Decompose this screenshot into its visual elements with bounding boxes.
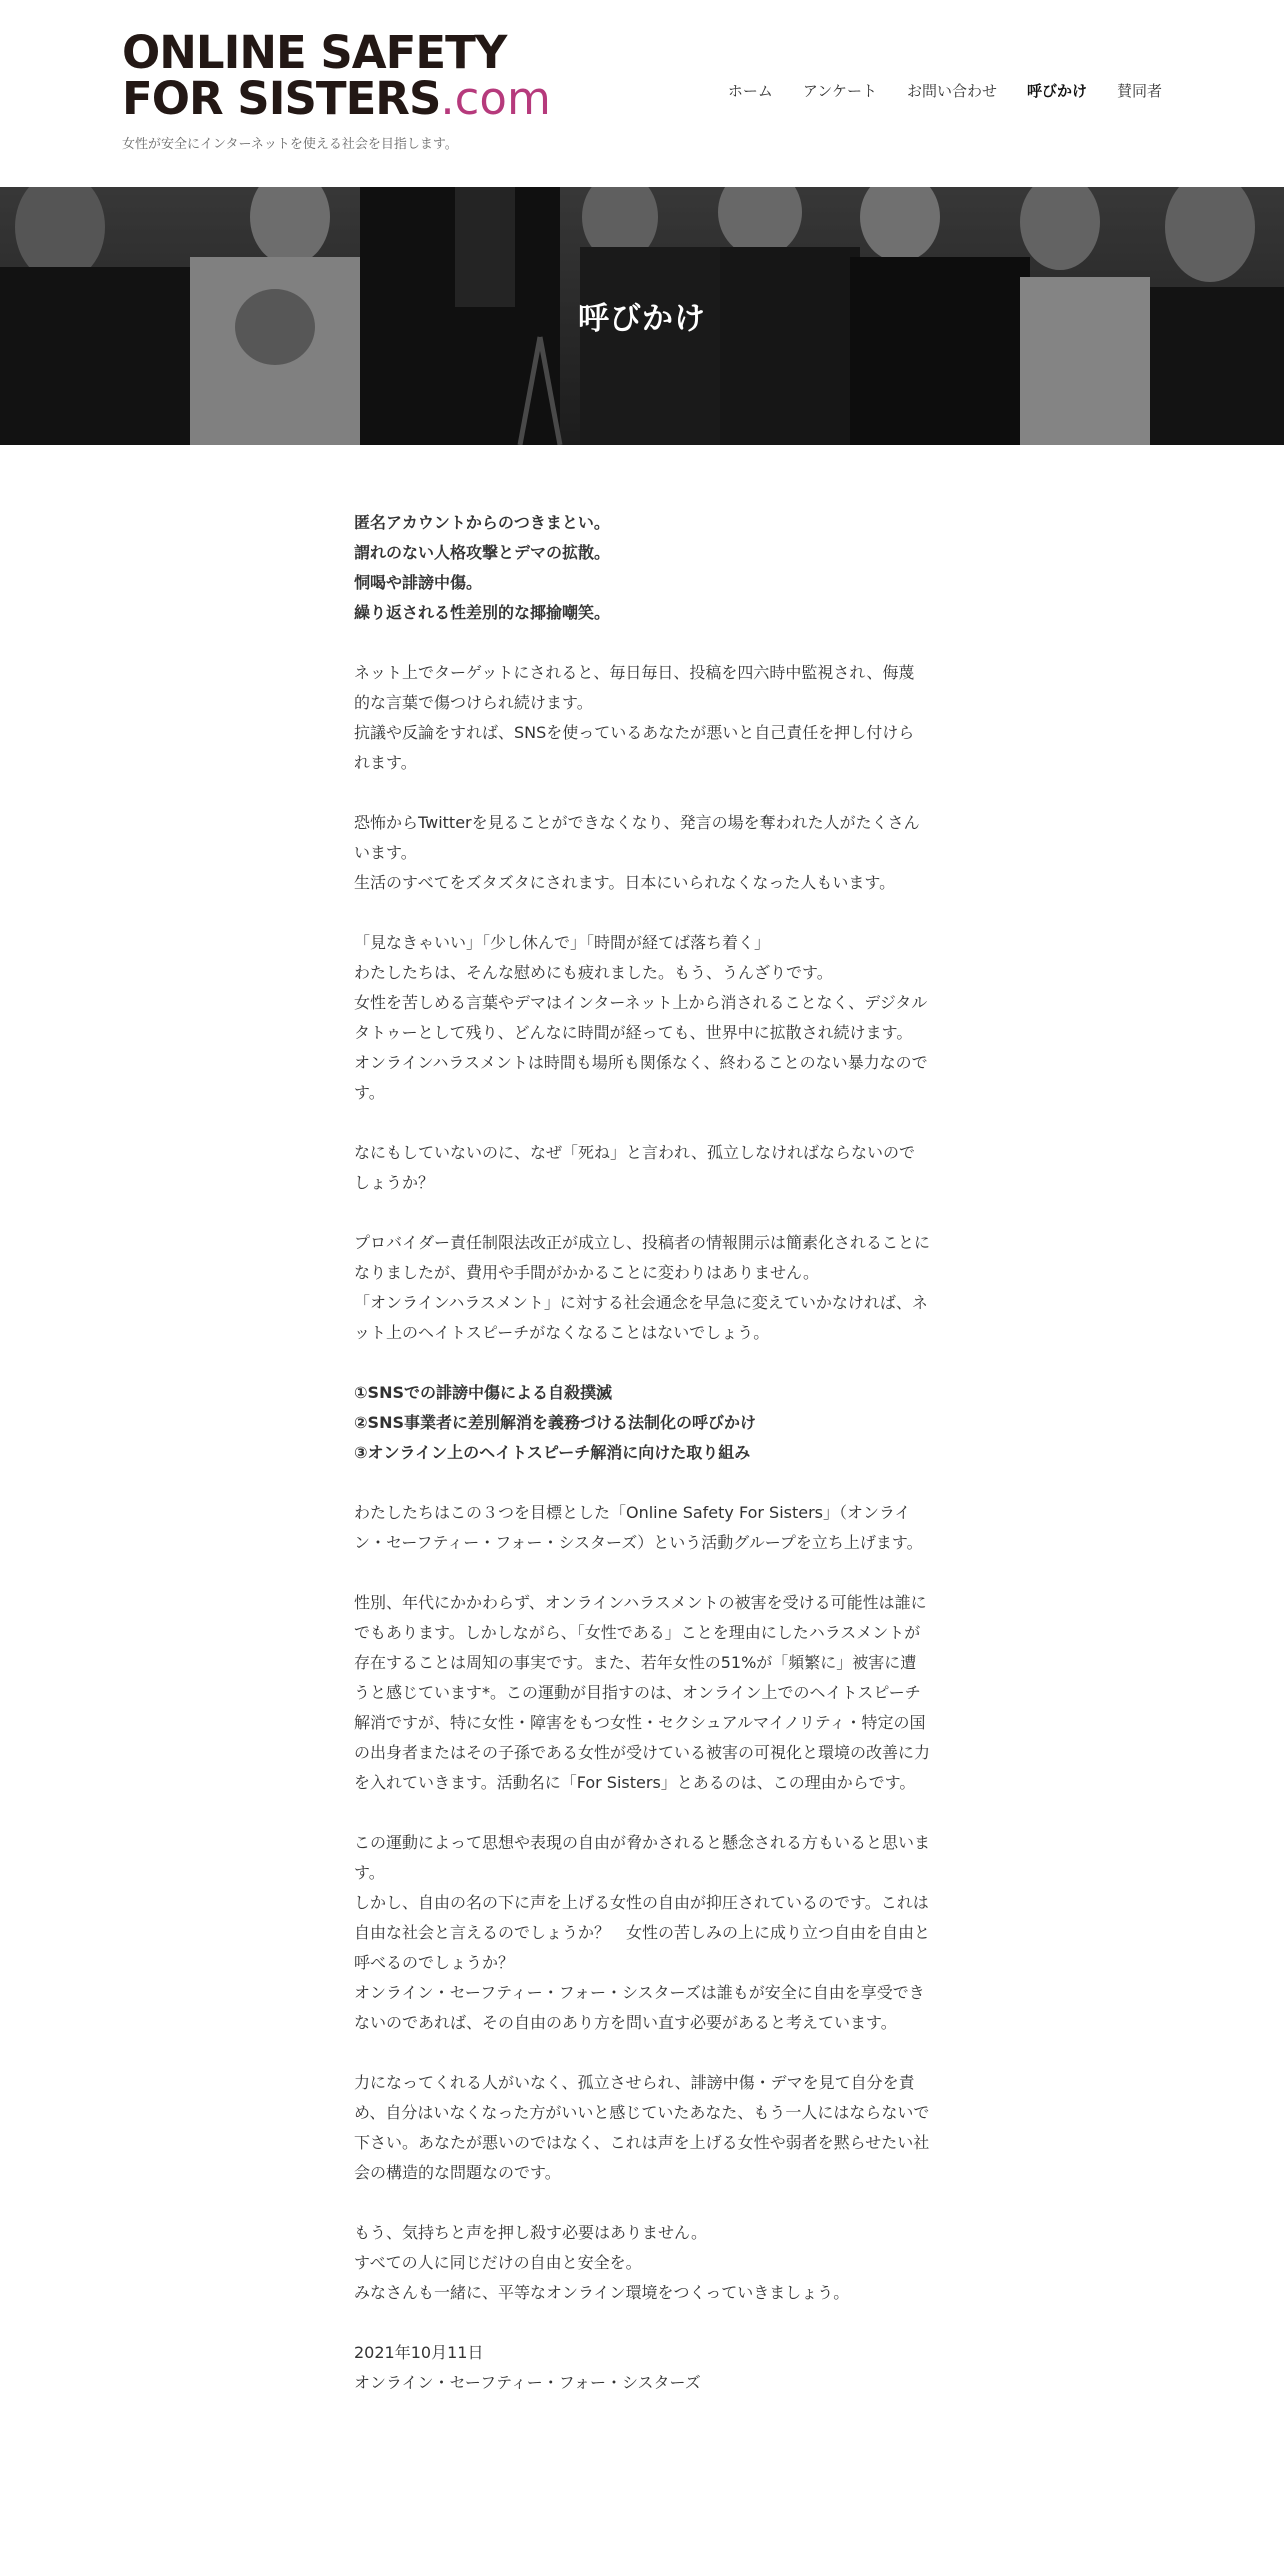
paragraph <box>354 1228 930 1348</box>
nav-item-1[interactable]: アンケート <box>802 82 877 100</box>
paragraph <box>354 2068 930 2188</box>
paragraph-line: しかし、自由の名の下に声を上げる女性の自由が抑圧されているのです。これは自由な社会と言えるのでしょうか？ 女性の苦しみの上に成り立つ自由を自由と呼べるのでしょうか？ <box>354 1893 931 1972</box>
paragraph-line: 恫喝や誹謗中傷。 <box>354 573 483 592</box>
nav-item-0[interactable]: ホーム <box>727 82 773 100</box>
paragraph <box>354 1498 930 1558</box>
paragraph-line: 生活のすべてをズタズタにされます。日本にいられなくなった人もいます。 <box>354 873 896 892</box>
paragraph <box>354 1588 930 1798</box>
paragraph <box>354 808 930 898</box>
paragraph-line: みなさんも一緒に、平等なオンライン環境をつくっていきましょう。 <box>354 2283 850 2302</box>
nav-item-2[interactable]: お問い合わせ <box>906 82 997 100</box>
site-logo[interactable] <box>122 26 551 125</box>
paragraph-line: ①SNSでの誹謗中傷による自殺撲滅 <box>354 1383 612 1402</box>
paragraph-line: この運動によって思想や表現の自由が脅かされると懸念される方もいると思います。 <box>354 1833 931 1882</box>
main-nav <box>713 80 1162 101</box>
paragraph-line: 「見なきゃいい」「少し休んで」「時間が経てば落ち着く」 <box>354 933 771 952</box>
page-hero <box>0 187 1284 445</box>
paragraph-line: ②SNS事業者に差別解消を義務づける法制化の呼びかけ <box>354 1413 756 1432</box>
logo-line-2 <box>122 72 551 125</box>
paragraph-line: 恐怖からTwitterを見ることができなくなり、発言の場を奪われた人がたくさんいます。 <box>354 813 920 862</box>
nav-item-3[interactable]: 呼びかけ <box>1026 82 1087 100</box>
paragraph-line: 力になってくれる人がいなく、孤立させられ、誹謗中傷・デマを見て自分を責め、自分はいなくなった方がいいと感じていたあなた、もう一人にはならないで下さい。あなたが悪いのではなく、これは声を上げる女性や弱者を黙らせたい社会の構造的な問題なのです。 <box>354 2073 930 2182</box>
paragraph-line: 匿名アカウントからのつきまとい。 <box>354 513 610 532</box>
paragraph-line: オンラインハラスメントは時間も場所も関係なく、終わることのない暴力なのです。 <box>354 1053 928 1102</box>
paragraph-line: オンライン・セーフティー・フォー・シスターズは誰もが安全に自由を享受できないのであれば、その自由のあり方を問い直す必要があると考えています。 <box>354 1983 925 2032</box>
paragraph <box>354 928 930 1108</box>
paragraph-line: ネット上でターゲットにされると、毎日毎日、投稿を四六時中監視され、侮蔑的な言葉で傷つけられ続けます。 <box>354 663 915 712</box>
signature-date: 2021年10月11日 <box>354 2343 484 2362</box>
paragraph-line: 「オンラインハラスメント」に対する社会通念を早急に変えていかなければ、ネット上のヘイトスピーチがなくなることはないでしょう。 <box>354 1293 928 1342</box>
logo-line-1: ONLINE SAFETY <box>122 26 507 79</box>
paragraph-line: 女性を苦しめる言葉やデマはインターネット上から消されることなく、デジタルタトゥーとして残り、どんなに時間が経っても、世界中に拡散され続けます。 <box>354 993 928 1042</box>
paragraph-line: すべての人に同じだけの自由と安全を。 <box>354 2253 642 2272</box>
signature-org: オンライン・セーフティー・フォー・シスターズ <box>354 2373 701 2392</box>
paragraph <box>354 658 930 778</box>
paragraph <box>354 508 930 628</box>
site-tagline: 女性が安全にインターネットを使える社会を目指します。 <box>122 137 458 152</box>
nav-item-4[interactable]: 賛同者 <box>1116 82 1162 100</box>
paragraph-line: もう、気持ちと声を押し殺す必要はありません。 <box>354 2223 707 2242</box>
paragraph-line: ③オンライン上のヘイトスピーチ解消に向けた取り組み <box>354 1443 751 1462</box>
paragraph-line: 性別、年代にかかわらず、オンラインハラスメントの被害を受ける可能性は誰にでもあります。しかしながら、「女性である」ことを理由にしたハラスメントが存在することは周知の事実です。また、若年女性の51%が「頻繁に」被害に遭うと感じています*。この運動が目指すのは、オンライン上でのヘイトスピーチ解消ですが、特に女性・障害をもつ女性・セクシュアルマイノリティ・特定の国の出身者またはその子孫である女性が受けている被害の可視化と環境の改善に力を入れていきます。活動名に「For Sisters」とあるのは、この理由からです。 <box>354 1593 931 1792</box>
article-body <box>354 508 930 2308</box>
paragraph <box>354 1378 930 1468</box>
paragraph <box>354 1828 930 2038</box>
paragraph-line: わたしたちはこの３つを目標とした「Online Safety For Sisters」（オンライン・セーフティー・フォー・シスターズ）という活動グループを立ち上げます。 <box>354 1503 923 1552</box>
paragraph-line: 抗議や反論をすれば、SNSを使っているあなたが悪いと自己責任を押し付けられます。 <box>354 723 915 772</box>
paragraph-line: 繰り返される性差別的な揶揄嘲笑。 <box>354 603 611 622</box>
site-header <box>0 0 1284 187</box>
paragraph-line: 謂れのない人格攻撃とデマの拡散。 <box>354 543 611 562</box>
paragraph-line: なにもしていないのに、なぜ「死ね」と言われ、孤立しなければならないのでしょうか？ <box>354 1143 915 1192</box>
paragraph-line: プロバイダー責任制限法改正が成立し、投稿者の情報開示は簡素化されることになりましたが、費用や手間がかかることに変わりはありません。 <box>354 1233 931 1282</box>
paragraph-line: わたしたちは、そんな慰めにも疲れました。もう、うんざりです。 <box>354 963 833 982</box>
logo-com: .com <box>440 72 551 125</box>
signature <box>354 2338 930 2398</box>
logo-text: FOR SISTERS <box>122 72 441 125</box>
paragraph <box>354 2218 930 2308</box>
article-content <box>354 508 930 2398</box>
page-title: 呼びかけ <box>578 301 706 337</box>
paragraph <box>354 1138 930 1198</box>
